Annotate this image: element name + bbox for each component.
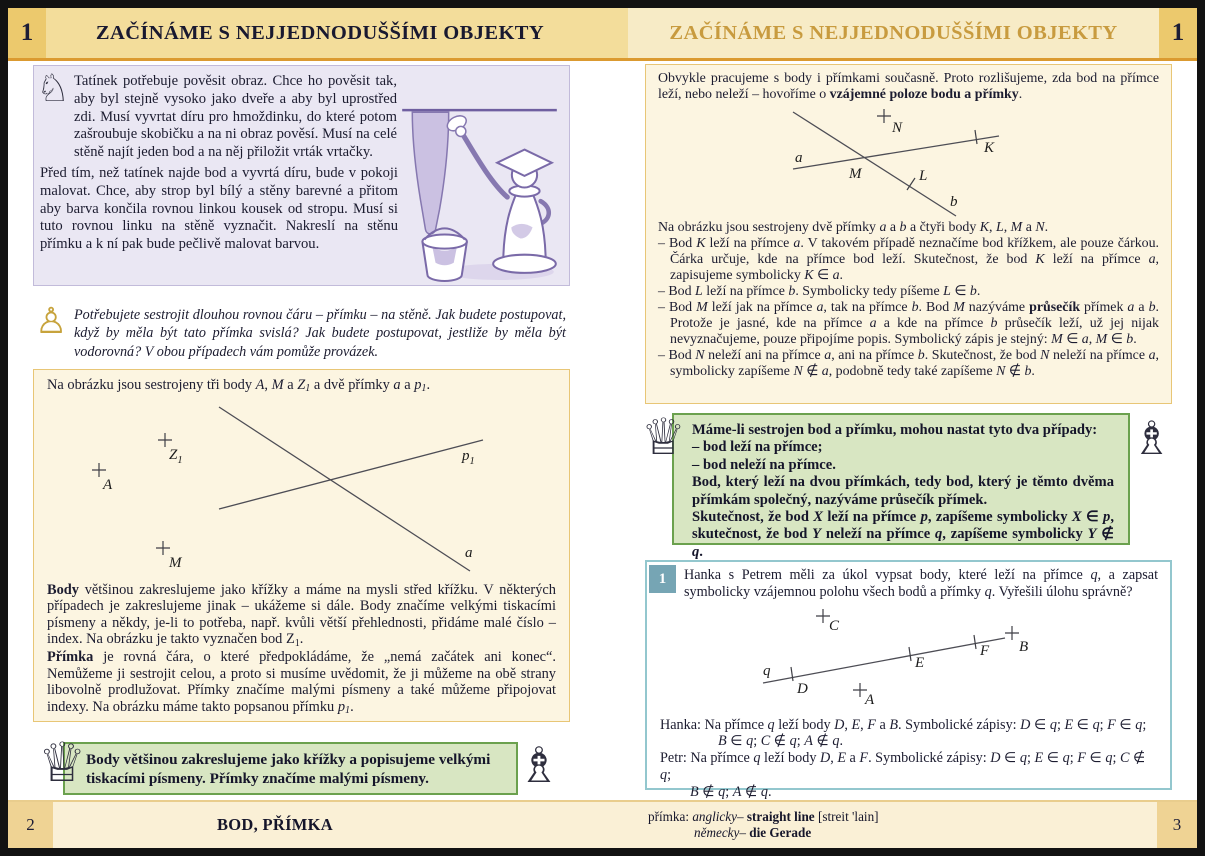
bullet-point-L: – Bod L leží na přímce b. Symbolicky tedy píšeme L ∈ b. bbox=[658, 284, 981, 299]
page-number-left-text: 2 bbox=[26, 815, 35, 834]
point-label-D: D bbox=[797, 680, 808, 697]
line-label-a: a bbox=[465, 544, 473, 561]
page-number-left bbox=[8, 802, 53, 848]
rule-box-left bbox=[63, 742, 518, 795]
bullet-point-K: – Bod K leží na přímce a. V takovém případě neznačíme bod křížkem, ale pouze čárkou. Čárka určuje, kde na přímce bod leží. Skutečnost, že bod K leží na přímce a, zapisujeme symbolicky K ∈ a. bbox=[658, 236, 1160, 283]
chapter-title-right: ZAČÍNÁME S NEJJEDNODUŠŠÍMI OBJEKTY bbox=[669, 21, 1118, 44]
figure-intro: Na obrázku jsou sestrojeny tři body A, M a Z1 a dvě přímky a a p1. bbox=[47, 377, 431, 395]
exercise-task: Hanka s Petrem měli za úkol vypsat body, které leží na přímce q, a zapsat symbolicky vzájemnou polohu všech bodů a přímky q. Vyřešili úlohu správně? bbox=[684, 567, 1159, 600]
point-label-C: C bbox=[829, 617, 840, 634]
exercise-box bbox=[645, 560, 1172, 800]
painting-pawn-illustration bbox=[398, 94, 560, 284]
rule-line-5: Skutečnost, že bod X leží na přímce p, zapíšeme symbolicky X ∈ p, skutečnost, že bod Y neleží na přímce q, zapíšeme symbolicky Y ∉ q. bbox=[692, 509, 1114, 560]
point-label-L: L bbox=[919, 168, 928, 184]
story-paragraph-1: Tatínek potřebuje pověsit obraz. Chce ho pověsit tak, aby byl stejně vysoko jako dveře a aby byl uprostřed zdi. Musí vyvrtat díru pro hmoždinku, do které potom zašroubuje skobičku a na ni obraz pověsí. Musí na celé stěně najít jeden bod a na něj přiložit vrták vrtačky. bbox=[74, 73, 397, 161]
header-rule bbox=[8, 58, 1197, 61]
dictionary-line-german: německy– die Gerade bbox=[694, 824, 812, 840]
chapter-number-left-text: 1 bbox=[20, 19, 34, 46]
pawn-chess-icon: ♙ bbox=[35, 301, 68, 341]
point-label-K: K bbox=[984, 140, 995, 156]
point-label-A: A bbox=[865, 691, 875, 708]
line-label-a: a bbox=[795, 150, 803, 166]
question-paragraph: Potřebujete sestrojit dlouhou rovnou čáru – přímku – na stěně. Jak budete postupovat, když by měla být tato přímka svislá? Jak budete postupovat, jestliže by měla být vodorovná? V obou případech vám pomůže provázek. bbox=[74, 307, 566, 360]
story-paragraph-2: Před tím, než tatínek najde bod a vyvrtá díru, bude v pokoji malovat. Chce, aby strop byl bílý a stěny barevné a přitom aby barva končila rovnou linkou kousek od stropu. Musí si tuto rovnou linku na stěně vyznačit. Nakreslí na stěnu přímku a k ní pak bude pečlivě malovat barvou. bbox=[40, 164, 398, 253]
hanka-answer bbox=[660, 717, 1158, 751]
page-number-right bbox=[1157, 802, 1197, 848]
figure-two-lines-three-points bbox=[47, 397, 555, 580]
point-label-E: E bbox=[915, 654, 925, 671]
line-label-b: b bbox=[950, 194, 958, 210]
figure-line-q-points bbox=[660, 603, 1160, 717]
knight-chess-icon: ♘ bbox=[36, 68, 71, 110]
point-label-M: M bbox=[849, 166, 862, 182]
point-label-B: B bbox=[1019, 638, 1029, 655]
petr-answer bbox=[660, 750, 1158, 800]
section-title: BOD, PŘÍMKA bbox=[216, 815, 334, 834]
rule-line-1: Máme-li sestrojen bod a přímku, mohou nastat tyto dva případy: bbox=[692, 422, 1098, 438]
petr-answer-line-1: Petr: Na přímce q leží body D, E a F. Symbolické zápisy: D ∈ q; E ∈ q; F ∈ q; C ∉ q; bbox=[660, 750, 1146, 783]
point-label-M: M bbox=[169, 554, 182, 571]
definition-points: Body většinou zakreslujeme jako křížky a máme na mysli střed křížku. V některých případech je zakreslujeme jinak – ukážeme si dále. Body značíme velkými tiskacími písmeny a někdy, je-li to potřeba, např. kvůli větší přehlednosti, přidáme malé číslo – index. Na obrázku je takto vyznačen bod Z1. bbox=[47, 581, 556, 649]
bishop-chess-icon: ♗ bbox=[1131, 413, 1173, 464]
rule-box-left-text: Body většinou zakreslujeme jako křížky a popisujeme velkými tiskacími písmeny. Přímky značíme malými písmeny. bbox=[86, 751, 491, 787]
dictionary-line-english: přímka: anglicky– straight line [streit 'lain] bbox=[648, 809, 879, 824]
concept-box bbox=[645, 64, 1172, 404]
bullet-point-M: – Bod M leží jak na přímce a, tak na přímce b. Bod M nazýváme průsečík přímek a a b. Protože je jasné, kde na přímce a a kde na přímce b průsečík leží, už jej nijak nevyznačujeme, pouze připojíme popis. Symbolický zápis je stejný: M ∈ a, M ∈ b. bbox=[658, 300, 1160, 347]
petr-answer-line-2: B ∉ q; A ∉ q. bbox=[690, 783, 772, 800]
bishop-chess-icon: ♗ bbox=[517, 738, 561, 793]
rule-box-right bbox=[672, 413, 1130, 560]
definition-box bbox=[33, 369, 570, 722]
list-intro: Na obrázku jsou sestrojeny dvě přímky a a b a čtyři body K, L, M a N. bbox=[658, 220, 1049, 235]
concept-intro: Obvykle pracujeme s body i přímkami současně. Proto rozlišujeme, zda bod na přímce leží, nebo neleží – hovoříme o vzájemné poloze bodu a přímky. bbox=[658, 71, 1159, 102]
hanka-answer-line-2: B ∈ q; C ∉ q; A ∉ q. bbox=[718, 733, 843, 750]
page-number-right-text: 3 bbox=[1172, 815, 1182, 834]
chapter-number-right-text: 1 bbox=[1171, 19, 1185, 46]
rule-line-3: – bod neleží na přímce. bbox=[692, 456, 836, 473]
point-label-F: F bbox=[980, 642, 990, 659]
dictionary-note bbox=[648, 809, 1128, 840]
chapter-number-right bbox=[1159, 8, 1197, 58]
queen-chess-icon: ♕ bbox=[641, 409, 686, 465]
point-label-Z1: $Z_1$ bbox=[169, 446, 183, 466]
bullet-point-N: – Bod N neleží ani na přímce a, ani na přímce b. Skutečnost, že bod N neleží na přímce a, symbolicky zapíšeme N ∉ a, podobně tedy také zapíšeme N ∉ b. bbox=[658, 348, 1160, 379]
line-label-p1: $p_1$ bbox=[462, 447, 475, 467]
exercise-number-badge bbox=[649, 565, 676, 593]
rule-line-2: – bod leží na přímce; bbox=[692, 439, 823, 456]
hanka-answer-line-1: Hanka: Na přímce q leží body D, E, F a B. Symbolické zápisy: D ∈ q; E ∈ q; F ∈ q; bbox=[660, 716, 1147, 733]
queen-chess-icon: ♕ bbox=[38, 733, 87, 793]
line-label-q: q bbox=[763, 662, 771, 679]
figure-lines-a-b-points bbox=[658, 104, 1158, 218]
definition-line: Přímka je rovná čára, o které předpokládáme, že „nemá začátek ani konec“. Nemůžeme ji sestrojit celou, a proto si musíme uvědomit, že ji můžeme na obě strany libovolně prodlužovat. Přímky značíme malými písmeny a také můžeme připojovat indexy. Na obrázku máme takto popsanou přímku p1. bbox=[47, 648, 556, 716]
point-label-A: A bbox=[103, 476, 113, 493]
chapter-title-left: ZAČÍNÁME S NEJJEDNODUŠŠÍMI OBJEKTY bbox=[95, 21, 545, 44]
rule-line-4: Bod, který leží na dvou přímkách, tedy bod, který je těmto dvěma přímkám společný, nazýváme průsečík přímek. bbox=[692, 474, 1114, 508]
point-label-N: N bbox=[892, 120, 903, 136]
exercise-number: 1 bbox=[658, 570, 667, 587]
